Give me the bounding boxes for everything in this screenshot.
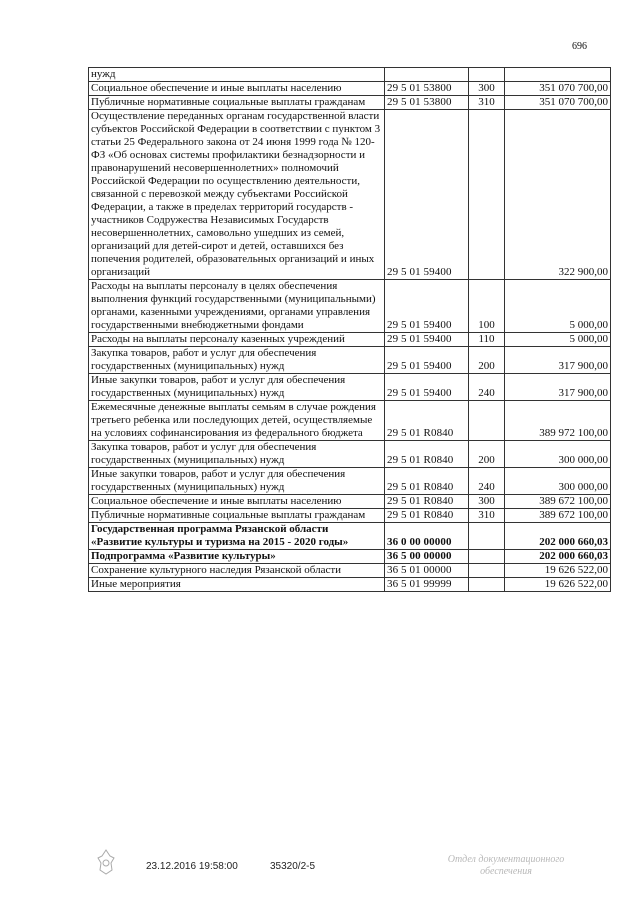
- row-code-cell: 29 5 01 59400: [385, 347, 469, 374]
- row-name-cell: нужд: [89, 68, 385, 82]
- row-name-cell: Осуществление переданных органам государственной власти субъектов Российской Федерации в соответствии с пунктом 3 статьи 25 Федерального закона от 24 июня 1999 года № 120-ФЗ «Об основах системы профилактики безнадзорности и правонарушений несовершеннолетних» полномочий Российской Федерации по осуществлению деятельности, связанной с перевозкой между субъектами Российской Федерации, а также в пределах территорий государств - участников Содружества Независимых Государств несовершеннолетних, самовольно ушедших из семей, организаций для детей-сирот и детей, оставшихся без попечения родителей, образовательных организаций и иных организаций: [89, 110, 385, 280]
- row-code-cell: 29 5 01 R0840: [385, 441, 469, 468]
- row-code-cell: 29 5 01 R0840: [385, 495, 469, 509]
- row-amount-cell: 300 000,00: [505, 441, 611, 468]
- row-name-cell: Закупка товаров, работ и услуг для обеспечения государственных (муниципальных) нужд: [89, 347, 385, 374]
- row-expense-type-cell: [469, 550, 505, 564]
- table-row: [89, 550, 611, 564]
- row-name-cell: Расходы на выплаты персоналу в целях обеспечения выполнения функций государственными (муниципальными) органами, казенными учреждениями, органами управления государственными внебюджетными фондами: [89, 280, 385, 333]
- row-expense-type-cell: 310: [469, 509, 505, 523]
- table-row: [89, 401, 611, 441]
- row-expense-type-cell: 240: [469, 468, 505, 495]
- row-code-cell: 36 5 01 00000: [385, 564, 469, 578]
- row-code-cell: 36 0 00 00000: [385, 523, 469, 550]
- row-amount-cell: 19 626 522,00: [505, 564, 611, 578]
- row-expense-type-cell: [469, 401, 505, 441]
- table-row: [89, 68, 611, 82]
- row-expense-type-cell: [469, 523, 505, 550]
- row-amount-cell: 202 000 660,03: [505, 550, 611, 564]
- row-code-cell: 29 5 01 59400: [385, 374, 469, 401]
- row-amount-cell: 389 672 100,00: [505, 495, 611, 509]
- row-name-cell: Расходы на выплаты персоналу казенных учреждений: [89, 333, 385, 347]
- table-row: [89, 280, 611, 333]
- row-code-cell: 29 5 01 59400: [385, 280, 469, 333]
- row-name-cell: Публичные нормативные социальные выплаты гражданам: [89, 509, 385, 523]
- table-row: [89, 333, 611, 347]
- row-expense-type-cell: [469, 110, 505, 280]
- table-row: [89, 468, 611, 495]
- row-expense-type-cell: 300: [469, 82, 505, 96]
- row-name-cell: Социальное обеспечение и иные выплаты населению: [89, 495, 385, 509]
- row-amount-cell: 202 000 660,03: [505, 523, 611, 550]
- row-expense-type-cell: [469, 578, 505, 592]
- row-name-cell: Публичные нормативные социальные выплаты гражданам: [89, 96, 385, 110]
- row-name-cell: Подпрограмма «Развитие культуры»: [89, 550, 385, 564]
- emblem-icon: [94, 848, 118, 878]
- row-expense-type-cell: 310: [469, 96, 505, 110]
- row-amount-cell: 5 000,00: [505, 280, 611, 333]
- page-number: 696: [572, 41, 587, 52]
- row-amount-cell: 322 900,00: [505, 110, 611, 280]
- row-code-cell: 29 5 01 59400: [385, 333, 469, 347]
- row-code-cell: 36 5 00 00000: [385, 550, 469, 564]
- row-expense-type-cell: [469, 564, 505, 578]
- row-amount-cell: [505, 68, 611, 82]
- row-code-cell: 29 5 01 R0840: [385, 509, 469, 523]
- row-name-cell: Ежемесячные денежные выплаты семьям в случае рождения третьего ребенка или последующих детей, осуществляемые на условиях софинансирования из федерального бюджета: [89, 401, 385, 441]
- row-expense-type-cell: 200: [469, 441, 505, 468]
- row-name-cell: Иные закупки товаров, работ и услуг для обеспечения государственных (муниципальных) нужд: [89, 374, 385, 401]
- row-amount-cell: 389 672 100,00: [505, 509, 611, 523]
- row-expense-type-cell: [469, 68, 505, 82]
- row-amount-cell: 317 900,00: [505, 374, 611, 401]
- row-amount-cell: 300 000,00: [505, 468, 611, 495]
- table-row: [89, 509, 611, 523]
- table-row: [89, 110, 611, 280]
- row-amount-cell: 19 626 522,00: [505, 578, 611, 592]
- row-amount-cell: 5 000,00: [505, 333, 611, 347]
- table-row: [89, 495, 611, 509]
- row-amount-cell: 351 070 700,00: [505, 96, 611, 110]
- row-code-cell: 29 5 01 53800: [385, 96, 469, 110]
- table-row: [89, 347, 611, 374]
- table-row: [89, 374, 611, 401]
- row-code-cell: 29 5 01 R0840: [385, 468, 469, 495]
- budget-table-body: [89, 68, 611, 592]
- row-amount-cell: 389 972 100,00: [505, 401, 611, 441]
- row-expense-type-cell: 240: [469, 374, 505, 401]
- row-code-cell: 29 5 01 59400: [385, 110, 469, 280]
- row-expense-type-cell: 100: [469, 280, 505, 333]
- row-name-cell: Закупка товаров, работ и услуг для обеспечения государственных (муниципальных) нужд: [89, 441, 385, 468]
- row-code-cell: 29 5 01 53800: [385, 82, 469, 96]
- row-expense-type-cell: 200: [469, 347, 505, 374]
- row-name-cell: Социальное обеспечение и иные выплаты населению: [89, 82, 385, 96]
- row-code-cell: 36 5 01 99999: [385, 578, 469, 592]
- row-expense-type-cell: 300: [469, 495, 505, 509]
- row-name-cell: Иные мероприятия: [89, 578, 385, 592]
- footer-timestamp: 23.12.2016 19:58:00: [146, 861, 238, 872]
- row-code-cell: [385, 68, 469, 82]
- row-expense-type-cell: 110: [469, 333, 505, 347]
- footer-doc-id: 35320/2-5: [270, 861, 316, 872]
- table-row: [89, 564, 611, 578]
- row-code-cell: 29 5 01 R0840: [385, 401, 469, 441]
- row-name-cell: Иные закупки товаров, работ и услуг для обеспечения государственных (муниципальных) нужд: [89, 468, 385, 495]
- table-row: [89, 441, 611, 468]
- row-name-cell: Сохранение культурного наследия Рязанской области: [89, 564, 385, 578]
- table-row: [89, 96, 611, 110]
- table-row: [89, 578, 611, 592]
- row-amount-cell: 317 900,00: [505, 347, 611, 374]
- table-row: [89, 523, 611, 550]
- row-amount-cell: 351 070 700,00: [505, 82, 611, 96]
- row-name-cell: Государственная программа Рязанской области «Развитие культуры и туризма на 2015 - 2020 годы»: [89, 523, 385, 550]
- table-row: [89, 82, 611, 96]
- department-stamp: Отдел документационного обеспечения: [447, 854, 565, 877]
- budget-table: [88, 67, 611, 592]
